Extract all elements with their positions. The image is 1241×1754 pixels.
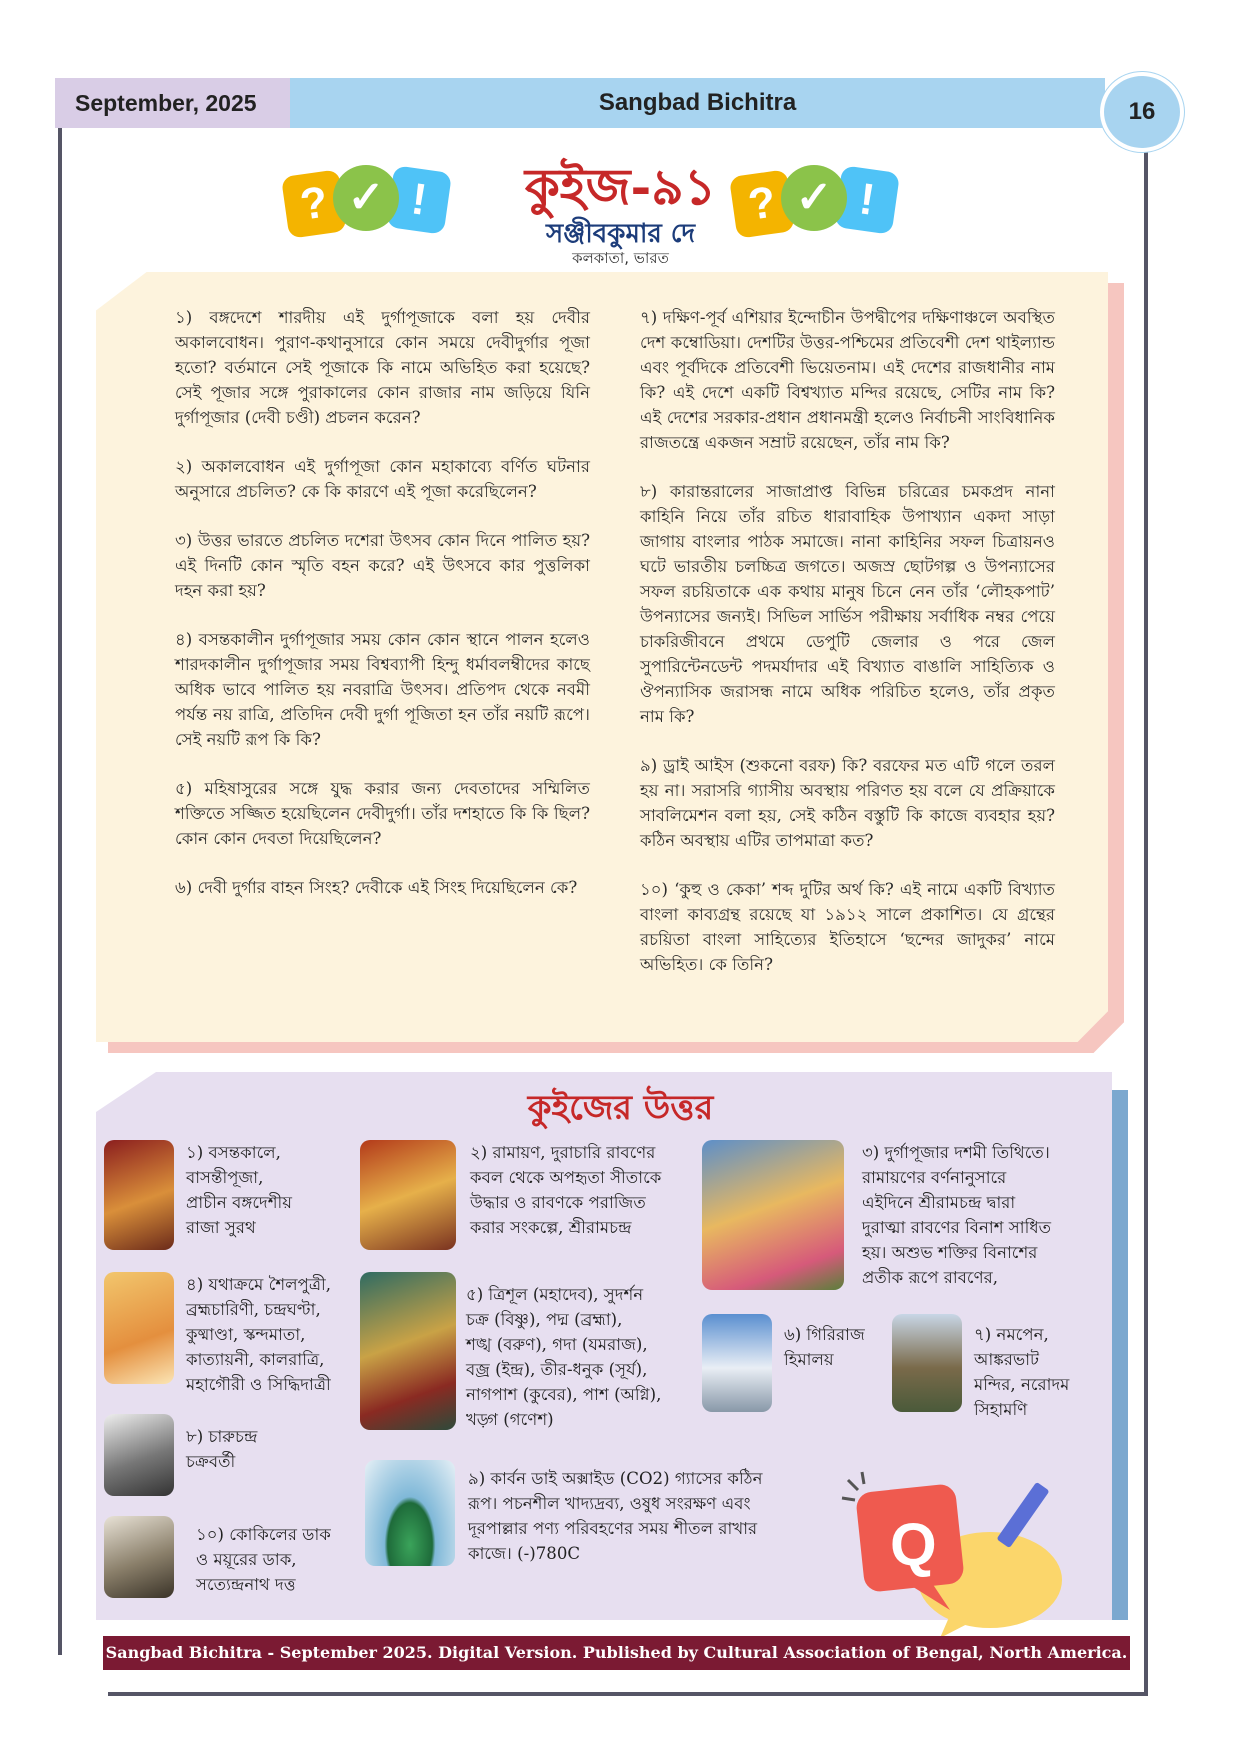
quiz-title: কুইজ-৯১	[524, 157, 717, 216]
question-7: ৭) দক্ষিণ-পূর্ব এশিয়ার ইন্দোচীন উপদ্বীপের দক্ষিণাঞ্চলে অবস্থিত দেশ কম্বোডিয়া। দেশটির উত্তর-পশ্চিমের প্রতিবেশী দেশ থাইল্যান্ড এবং পূর্বদিকে প্রতিবেশী ভিয়েতনাম। এই দেশের রাজধানীর নাম কি? এই দেশে একটি বিশ্বখ্যাত মন্দির রয়েছে, সেটির নাম কি? এই দেশের সরকার-প্রধান প্রধানমন্ত্রী হলেও নির্বাচনী সাংবিধানিক রাজতন্ত্রে একজন সম্রাট রয়েছেন, তাঁর নাম কি?	[640, 308, 1055, 452]
magazine-title: Sangbad Bichitra	[290, 78, 1105, 128]
question-5: ৫) মহিষাসুরের সঙ্গে যুদ্ধ করার জন্য দেবতাদের সম্মিলিত শক্তিতে সজ্জিত হয়েছিলেন দেবীদুর্গা। তাঁর দশহাতে কি কি ছিল? কোন কোন দেবতা দিয়েছিলেন?	[175, 779, 590, 848]
answer-5: ৫) ত্রিশূল (মহাদেব), সুদর্শন চক্র (বিষ্ণু), পদ্ম (ব্রহ্মা), শঙ্খ (বরুণ), গদা (যমরাজ), বজ্র (ইন্দ্র), তীর-ধনুক (সূর্য), নাগপাশ (কুবের), পাশ (অগ্নি), খড়্গ (গণেশ)	[466, 1285, 662, 1429]
answer-10-image	[104, 1516, 174, 1598]
q-letter: Q	[890, 1511, 937, 1578]
answer-2-image	[360, 1140, 456, 1250]
page-footer: Sangbad Bichitra - September 2025. Digital Version. Published by Cultural Association of Bengal, North America.	[103, 1636, 1130, 1670]
answer-7: ৭) নমপেন, আঙ্করভাট মন্দির, নরোদম সিহামণি	[974, 1325, 1070, 1419]
answer-2: ২) রামায়ণ, দুরাচারি রাবণের কবল থেকে অপহৃতা সীতাকে উদ্ধার ও রাবণকে পরাজিত করার সংকল্পে, শ্রীরামচন্দ্র	[470, 1143, 662, 1237]
answer-8-image	[104, 1414, 174, 1496]
answer-4: ৪) যথাক্রমে শৈলপুত্রী, ব্রহ্মচারিণী, চন্দ্রঘণ্টা, কুষ্মাণ্ডা, স্কন্দমাতা, কাত্যায়নী, কালরাত্রি, মহাগৌরী ও সিদ্ধিদাত্রী	[186, 1275, 332, 1394]
answer-3: ৩) দুর্গাপূজার দশমী তিথিতে। রামায়ণের বর্ণনানুসারে এইদিনে শ্রীরামচন্দ্র দ্বারা দুরাত্মা রাবণের বিনাশ সাধিত হয়। অশুভ শক্তির বিনাশের প্রতীক রূপে রাবণের,	[862, 1143, 1052, 1287]
question-3: ৩) উত্তর ভারতে প্রচলিত দশেরা উৎসব কোন দিনে পালিত হয়? এই দিনটি কোন স্মৃতি বহন করে? এই উৎসবে কার পুত্তলিকা দহন করা হয়?	[175, 531, 590, 600]
answer-7-image	[892, 1314, 962, 1412]
question-1: ১) বঙ্গদেশে শারদীয় এই দুর্গাপূজাকে বলা হয় দেবীর অকালবোধন। পুরাণ-কথানুসারে কোন সময়ে দেবীদুর্গার পূজা হতো? বর্তমানে সেই পূজাকে কি নামে অভিহিত করা হয়েছে? সেই পূজার সঙ্গে পুরাকালের কোন রাজার নাম জড়িয়ে যিনি দুর্গাপূজার (দেবী চণ্ডী) প্রচলন করেন?	[175, 308, 590, 427]
quiz-location: কলকাতা, ভারত	[572, 249, 669, 267]
answer-3-image	[702, 1140, 844, 1290]
answers-title: কুইজের উত্তর	[527, 1088, 714, 1128]
answer-6: ৬) গিরিরাজ হিমালয়	[784, 1325, 865, 1369]
frame-corner-cut	[58, 1655, 108, 1700]
answer-1: ১) বসন্তকালে, বাসন্তীপূজা, প্রাচীন বঙ্গদেশীয় রাজা সুরথ	[186, 1143, 293, 1237]
check-icon: ✓	[781, 165, 847, 231]
page-header	[55, 78, 1105, 128]
answer-9: ৯) কার্বন ডাই অক্সাইড (CO2) গ্যাসের কঠিন রূপ। পচনশীল খাদ্যদ্রব্য, ওষুধ সংরক্ষণ এবং দূরপাল্লার পণ্য পরিবহণের সময় শীতল রাখার কাজে। (-)780C	[468, 1469, 763, 1563]
answer-1-image	[104, 1140, 174, 1250]
answer-9-image	[365, 1460, 455, 1566]
answer-4-image	[104, 1272, 174, 1384]
issue-date: September, 2025	[55, 78, 290, 128]
answer-6-image	[702, 1314, 772, 1412]
question-6: ৬) দেবী দুর্গার বাহন সিংহ? দেবীকে এই সিংহ দিয়েছিলেন কে?	[175, 878, 578, 897]
question-2: ২) অকালবোধন এই দুর্গাপূজা কোন মহাকাব্যে বর্ণিত ঘটনার অনুসারে প্রচলিত? কে কি কারণে এই পূজা করেছিলেন?	[175, 457, 590, 501]
exclamation-icon: !	[834, 165, 900, 234]
quiz-author: সঞ্জীবকুমার দে	[545, 219, 696, 249]
question-mark-icon: ?	[729, 169, 795, 238]
questions-left-column	[175, 305, 590, 924]
question-mark-icon: ?	[281, 169, 347, 238]
spark-lines-icon	[842, 1472, 864, 1500]
questions-right-column	[640, 305, 1055, 1001]
check-icon: ✓	[333, 165, 399, 231]
question-4: ৪) বসন্তকালীন দুর্গাপূজার সময় কোন কোন স্থানে পালন হলেও শারদকালীন দুর্গাপূজার সময় বিশ্বব্যাপী হিন্দু ধর্মাবলম্বীদের কাছে অধিক ভাবে পালিত হয় নবরাত্রি উৎসব। প্রতিপদ থেকে নবমী পর্যন্ত নয় রাত্রি, প্রতিদিন দেবী দুর্গা পূজিতা হন তাঁর নয়টি রূপে। সেই নয়টি রূপ কি কি?	[175, 630, 590, 749]
answer-8: ৮) চারুচন্দ্র চক্রবর্তী	[186, 1427, 258, 1471]
question-8: ৮) কারান্তরালের সাজাপ্রাপ্ত বিভিন্ন চরিত্রের চমকপ্রদ নানা কাহিনি নিয়ে তাঁর রচিত ধারাবাহিক উপাখ্যান একদা সাড়া জাগায় বাংলার পাঠক সমাজে। নানা কাহিনির সফল চিত্রায়নও ঘটে ভারতীয় চলচ্চিত্র জগতে। অজস্র ছোটগল্প ও উপন্যাসের সফল রচয়িতাকে এক কথায় মানুষ চিনে নেন তাঁর ‘লৌহকপাট’ উপন্যাসের জন্যই। সিভিল সার্ভিস পরীক্ষায় সর্বাধিক নম্বর পেয়ে চাকরিজীবনে প্রথমে ডেপুটি জেলার ও পরে জেল সুপারিন্টেনডেন্ট পদমর্যাদার এই বিখ্যাত বাঙালি সাহিত্যিক ও ঔপন্যাসিক জরাসন্ধ নামে অধিক পরিচিত হলেও, তাঁর প্রকৃত নাম কি?	[640, 482, 1055, 726]
page-number: 16	[1100, 72, 1184, 152]
exclamation-icon: !	[386, 165, 452, 234]
q-speech-bubble-icon	[840, 1470, 1070, 1640]
answer-5-image	[360, 1272, 456, 1430]
question-10: ১০) ‘কুহু ও কেকা’ শব্দ দুটির অর্থ কি? এই নামে একটি বিখ্যাত বাংলা কাব্যগ্রন্থ রয়েছে যা ১৯১২ সালে প্রকাশিত। যে গ্রন্থের রচয়িতা বাংলা সাহিত্যের ইতিহাসে ‘ছন্দের জাদুকর’ নামে অভিহিত। কে তিনি?	[640, 880, 1055, 974]
question-9: ৯) ড্রাই আইস (শুকনো বরফ) কি? বরফের মত এটি গলে তরল হয় না। সরাসরি গ্যাসীয় অবস্থায় পরিণত হয় বলে যে প্রক্রিয়াকে সাবলিমেশন বলা হয়, সেই কঠিন বস্তুটি কি কাজে ব্যবহার হয়? কঠিন অবস্থায় এটির তাপমাত্রা কত?	[640, 756, 1055, 850]
answer-10: ১০) কোকিলের ডাক ও ময়ূরের ডাক, সত্যেন্দ্রনাথ দত্ত	[196, 1525, 331, 1594]
